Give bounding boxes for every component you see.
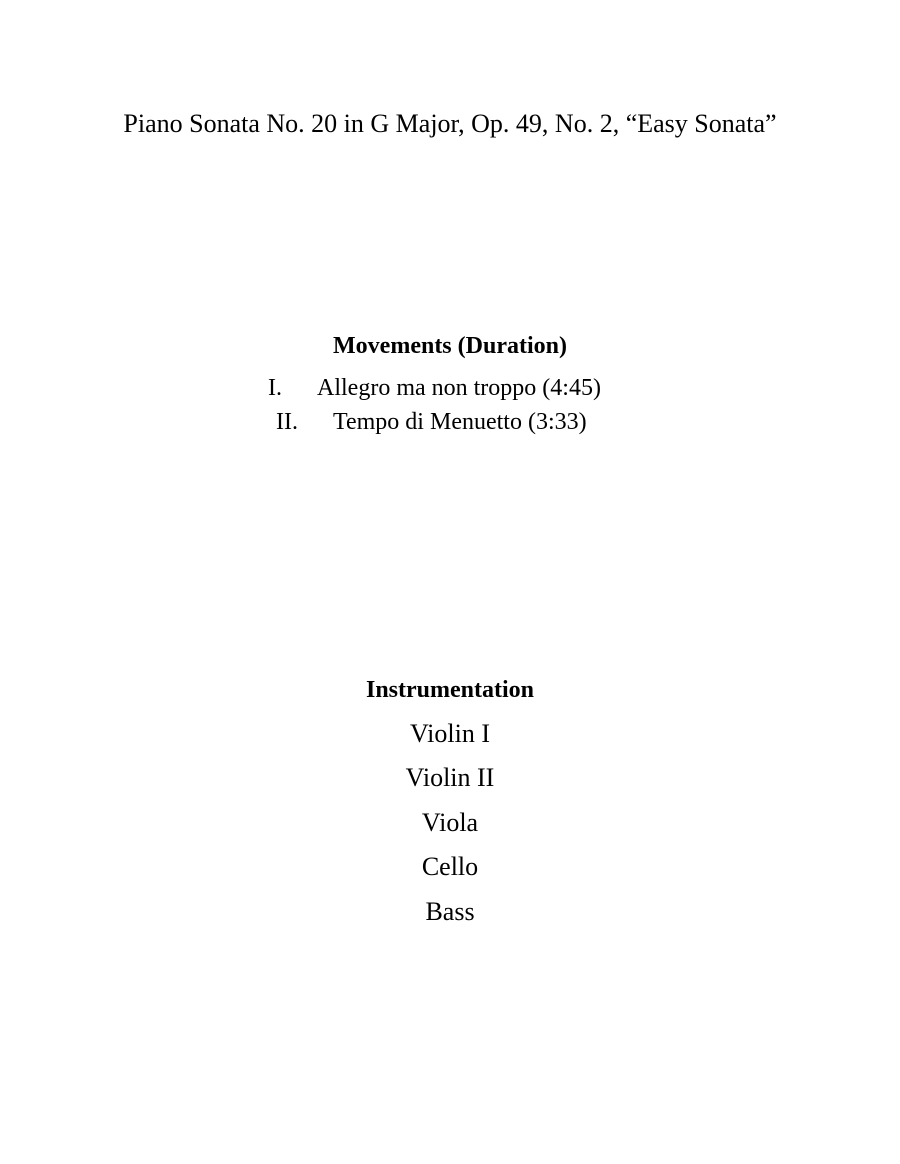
instrument-item: Violin I xyxy=(409,719,491,748)
movements-heading: Movements (Duration) xyxy=(333,333,567,359)
movement-numeral: II. xyxy=(276,409,298,435)
movement-item xyxy=(262,405,587,439)
movement-item xyxy=(246,371,601,405)
movement-name: Allegro ma non troppo (4:45) xyxy=(317,375,601,401)
instrument-item: Viola xyxy=(421,808,479,837)
instrument-item: Bass xyxy=(425,897,475,926)
movement-name: Tempo di Menuetto (3:33) xyxy=(333,409,587,435)
instrument-item: Violin II xyxy=(405,763,495,792)
page-title: Piano Sonata No. 20 in G Major, Op. 49, No. 2, “Easy Sonata” xyxy=(123,109,777,138)
instrument-item: Cello xyxy=(421,852,479,881)
movement-numeral: I. xyxy=(268,375,282,401)
instrumentation-heading: Instrumentation xyxy=(365,677,534,703)
